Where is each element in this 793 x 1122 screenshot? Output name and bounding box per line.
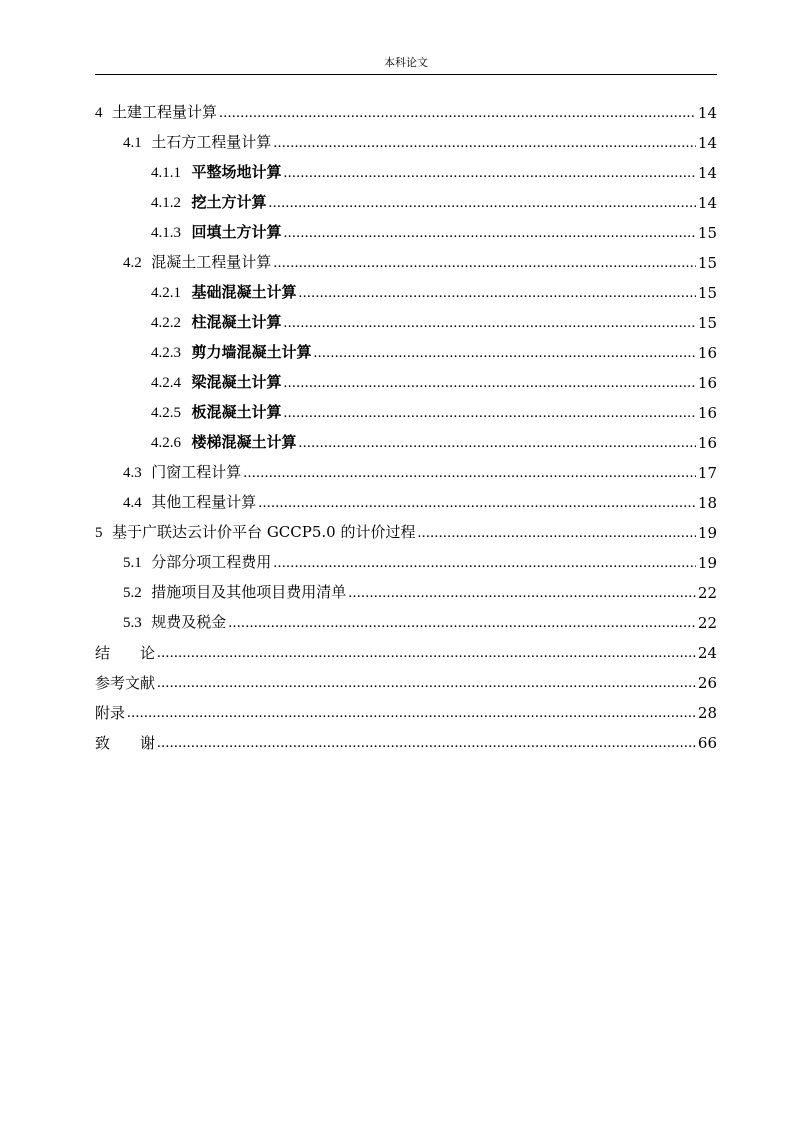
toc-entry[interactable] [95, 393, 717, 423]
dot-leader [157, 643, 696, 663]
toc-entry-title [95, 673, 155, 693]
toc-entry-title [151, 342, 311, 363]
toc-entry-number: 4.2.5 [151, 405, 181, 421]
toc-entry-number: 4.1.2 [151, 195, 181, 211]
toc-entry-number: 4.2.2 [151, 315, 181, 331]
toc-entry[interactable] [95, 483, 717, 513]
toc-entry-title [95, 703, 125, 723]
toc-entry-label: 结 论 [95, 644, 156, 662]
toc-entry[interactable] [95, 363, 717, 393]
toc-entry-page: 19 [697, 524, 717, 542]
dot-leader [273, 553, 696, 573]
toc-entry[interactable] [95, 183, 717, 213]
toc-entry-number: 4.1 [123, 135, 142, 151]
toc-entry-number: 4.3 [123, 465, 142, 481]
toc-entry-number: 4.4 [123, 495, 142, 511]
toc-entry-number: 4.1.1 [151, 165, 181, 181]
dot-leader [283, 403, 695, 423]
toc-entry-label: 楼梯混凝土计算 [191, 433, 297, 451]
toc-entry-title [95, 102, 217, 123]
toc-entry-title [151, 282, 296, 303]
toc-entry-title [123, 132, 271, 153]
dot-leader [258, 493, 696, 513]
dot-leader [348, 583, 696, 603]
toc-entry-label: 土石方工程量计算 [151, 133, 272, 151]
toc-entry-page: 15 [697, 284, 717, 302]
toc-entry-number: 5.3 [123, 615, 142, 631]
dot-leader [298, 283, 695, 303]
toc-entry[interactable] [95, 603, 717, 633]
dot-leader [298, 433, 695, 453]
toc-entry-page: 17 [697, 464, 717, 482]
toc-entry-page: 16 [697, 404, 717, 422]
toc-entry-page: 26 [697, 674, 717, 692]
toc-entry-title [123, 612, 226, 633]
toc-entry-page: 14 [697, 134, 717, 152]
page-header: 本科论文 [384, 56, 428, 69]
toc-entry-label: 致 谢 [95, 734, 156, 752]
toc-entry-number: 4.2.6 [151, 435, 181, 451]
toc-entry-label: 参考文献 [95, 674, 156, 692]
toc-entry-page: 16 [697, 344, 717, 362]
toc-entry[interactable] [95, 513, 717, 543]
toc-entry-label: 规费及税金 [151, 613, 227, 631]
toc-entry[interactable] [95, 333, 717, 363]
toc-entry-title [151, 162, 281, 183]
dot-leader [417, 523, 695, 543]
toc-entry-number: 5.1 [123, 555, 142, 571]
toc-entry-title [151, 432, 296, 453]
toc-entry-page: 19 [697, 554, 717, 572]
toc-entry-page: 15 [697, 254, 717, 272]
toc-entry-label: 混凝土工程量计算 [151, 253, 272, 271]
toc-entry-label: 措施项目及其他项目费用清单 [151, 583, 347, 601]
toc-entry-page: 66 [697, 734, 717, 752]
toc-entry[interactable] [95, 543, 717, 573]
toc-entry-number: 5 [95, 525, 103, 541]
toc-entry-label: 挖土方计算 [191, 193, 267, 211]
toc-entry-number: 4.2.4 [151, 375, 181, 391]
toc-entry-title [151, 222, 281, 243]
dot-leader [313, 343, 695, 363]
toc-entry-title [151, 372, 281, 393]
header-rule [95, 74, 717, 75]
toc-entry[interactable] [95, 303, 717, 333]
dot-leader [127, 703, 696, 723]
toc-entry[interactable] [95, 633, 717, 663]
dot-leader [157, 733, 696, 753]
toc-entry[interactable] [95, 693, 717, 723]
toc-entry-page: 14 [697, 104, 717, 122]
toc-entry[interactable] [95, 573, 717, 603]
toc-entry-title [95, 522, 415, 543]
dot-leader [228, 613, 696, 633]
dot-leader [283, 313, 695, 333]
toc-entry-number: 4 [95, 105, 103, 121]
toc-entry-title [151, 312, 281, 333]
dot-leader [283, 163, 695, 183]
toc-entry-label: 回填土方计算 [191, 223, 282, 241]
toc-entry[interactable] [95, 153, 717, 183]
toc-entry-title [123, 252, 271, 273]
toc-entry-label: 附录 [95, 704, 126, 722]
table-of-contents [95, 93, 717, 753]
dot-leader [283, 373, 695, 393]
toc-entry-label: 平整场地计算 [191, 163, 282, 181]
toc-entry-number: 4.2.1 [151, 285, 181, 301]
toc-entry[interactable] [95, 213, 717, 243]
toc-entry-title [123, 462, 241, 483]
toc-entry-title [95, 643, 155, 663]
toc-entry-label: 剪力墙混凝土计算 [191, 343, 312, 361]
toc-entry-page: 24 [697, 644, 717, 662]
toc-entry-page: 18 [697, 494, 717, 512]
toc-entry-number: 4.2 [123, 255, 142, 271]
dot-leader [283, 223, 695, 243]
toc-entry-label: 基于广联达云计价平台 GCCP5.0 的计价过程 [112, 523, 416, 541]
dot-leader [157, 673, 696, 693]
dot-leader [273, 133, 696, 153]
toc-entry-label: 分部分项工程费用 [151, 553, 272, 571]
toc-entry-page: 14 [697, 164, 717, 182]
toc-entry[interactable] [95, 123, 717, 153]
dot-leader [219, 103, 696, 123]
toc-entry-number: 4.1.3 [151, 225, 181, 241]
toc-entry-title [123, 552, 271, 573]
toc-entry[interactable] [95, 243, 717, 273]
toc-entry-label: 其他工程量计算 [151, 493, 257, 511]
toc-entry[interactable] [95, 93, 717, 123]
toc-entry-page: 22 [697, 614, 717, 632]
toc-entry[interactable] [95, 723, 717, 753]
toc-entry-number: 4.2.3 [151, 345, 181, 361]
toc-entry-page: 14 [697, 194, 717, 212]
toc-entry-title [123, 582, 346, 603]
toc-entry[interactable] [95, 663, 717, 693]
toc-entry[interactable] [95, 273, 717, 303]
dot-leader [243, 463, 696, 483]
toc-entry-title [95, 733, 155, 753]
dot-leader [268, 193, 695, 213]
toc-entry-number: 5.2 [123, 585, 142, 601]
toc-entry[interactable] [95, 423, 717, 453]
dot-leader [273, 253, 696, 273]
toc-entry-page: 22 [697, 584, 717, 602]
toc-entry-page: 15 [697, 314, 717, 332]
toc-entry-page: 16 [697, 374, 717, 392]
toc-entry-label: 基础混凝土计算 [191, 283, 297, 301]
toc-entry-label: 柱混凝土计算 [191, 313, 282, 331]
toc-entry-title [151, 402, 281, 423]
toc-entry-label: 门窗工程计算 [151, 463, 242, 481]
toc-entry-page: 15 [697, 224, 717, 242]
toc-entry-label: 梁混凝土计算 [191, 373, 282, 391]
toc-entry-title [151, 192, 266, 213]
toc-entry-page: 28 [697, 704, 717, 722]
toc-entry-label: 土建工程量计算 [112, 103, 218, 121]
toc-entry-label: 板混凝土计算 [191, 403, 282, 421]
toc-entry-page: 16 [697, 434, 717, 452]
toc-entry-title [123, 492, 256, 513]
toc-entry[interactable] [95, 453, 717, 483]
